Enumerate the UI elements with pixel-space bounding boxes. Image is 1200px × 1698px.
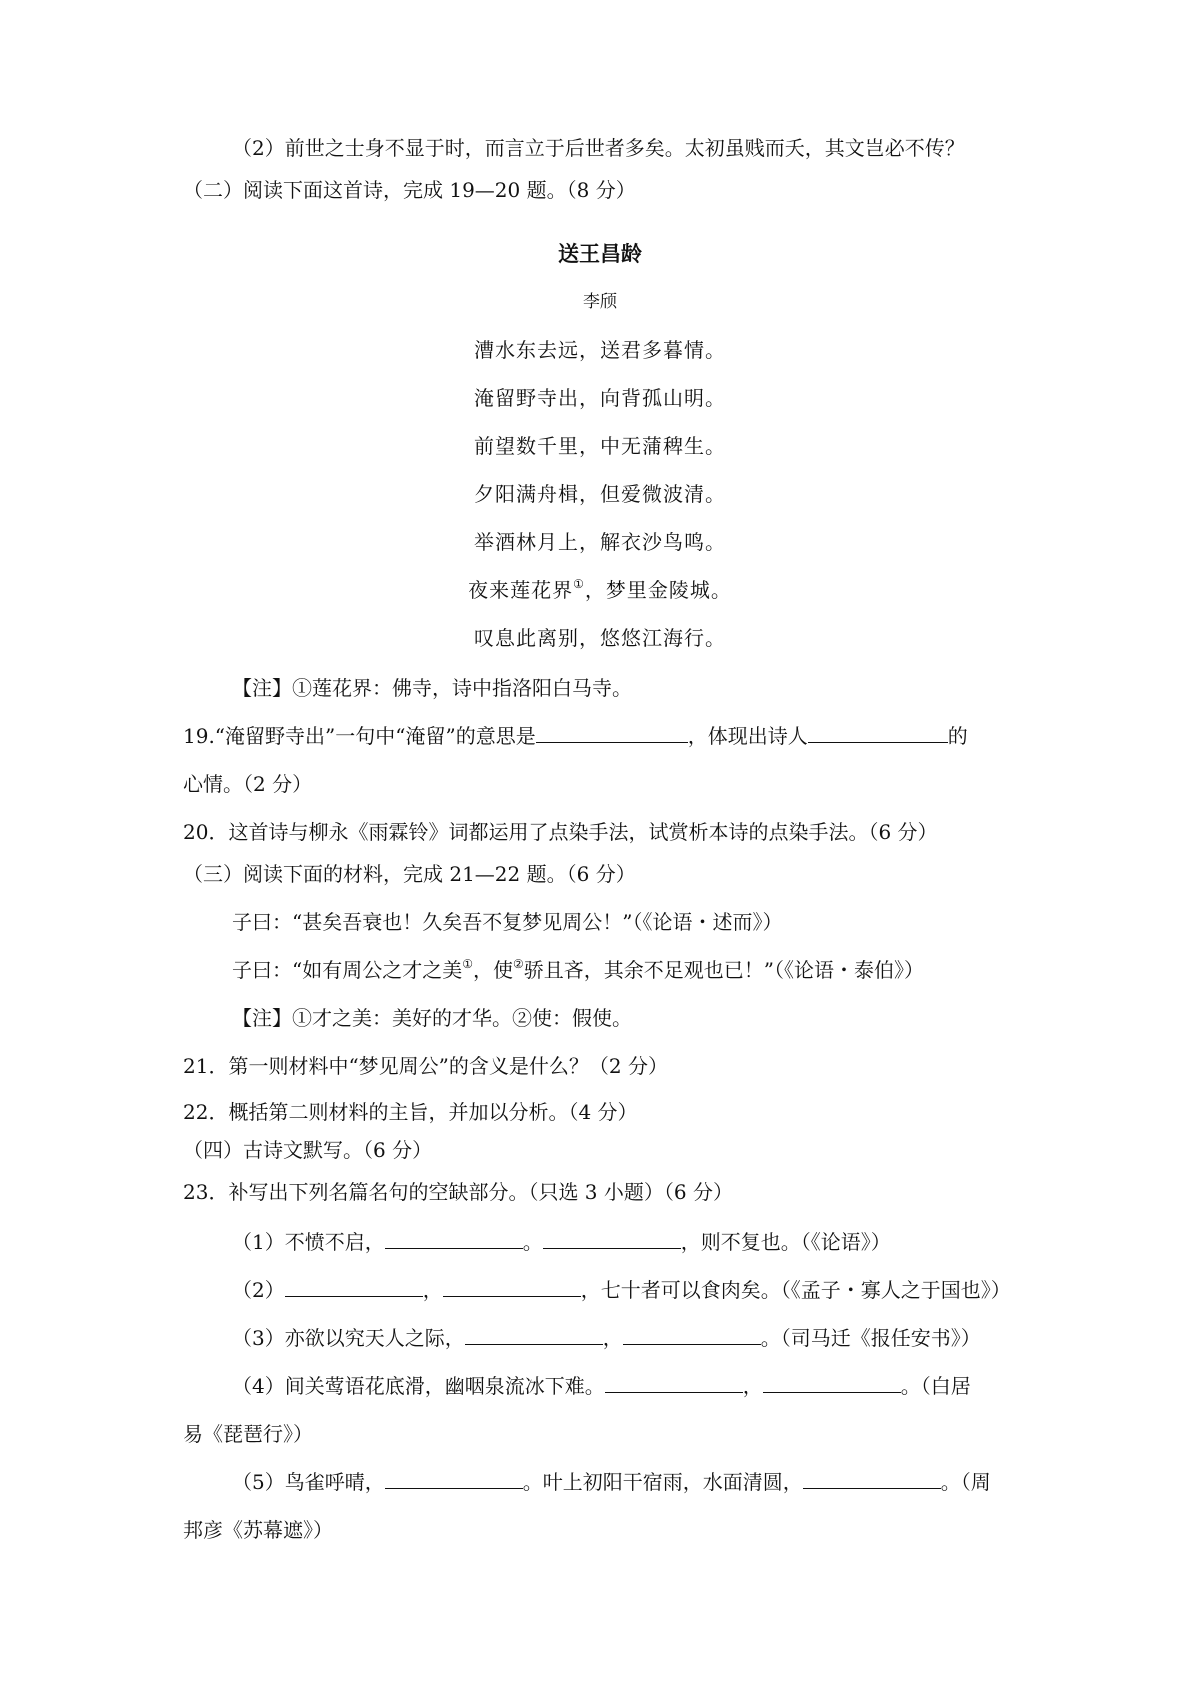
item-4-text-1: （4）间关莺语花底滑，幽咽泉流冰下难。 <box>232 1374 605 1398</box>
answer-blank[interactable] <box>543 1230 681 1249</box>
answer-blank[interactable] <box>285 1278 423 1297</box>
poem-title: 送王昌龄 <box>558 241 642 266</box>
item-5-text-1: （5）鸟雀呼晴， <box>232 1470 385 1494</box>
answer-blank[interactable] <box>808 724 948 743</box>
q18-2-text: （2）前世之士身不显于时，而言立于后世者多矣。太初虽贱而夭，其文岂必不传？ <box>232 136 965 160</box>
quote-note: 【注】①才之美：美好的才华。②使：假使。 <box>232 1006 632 1030</box>
quote-2 <box>232 958 924 982</box>
question-21: 21．第一则材料中“梦见周公”的含义是什么？（2 分） <box>183 1054 668 1078</box>
poem-line-1: 漕水东去远，送君多暮情。 <box>474 338 726 362</box>
poem-line-7: 叹息此离别，悠悠江海行。 <box>474 626 726 650</box>
fill-item-5-cont: 邦彦《苏幕遮》） <box>183 1518 333 1542</box>
question-23: 23．补写出下列名篇名句的空缺部分。（只选 3 小题）（6 分） <box>183 1180 733 1204</box>
item-4-text-3: 。（白居 <box>900 1374 971 1398</box>
item-1-text-2: 。 <box>522 1230 543 1254</box>
answer-blank[interactable] <box>605 1374 743 1393</box>
poem-line-6 <box>0 578 1200 602</box>
quote-2-part1: 子曰：“如有周公之才之美 <box>232 958 463 982</box>
q19-text-1: 19.“淹留野寺出”一句中“淹留”的意思是 <box>183 724 536 748</box>
item-2-text-3: ，七十者可以食肉矣。（《孟子・寡人之于国也》） <box>580 1278 1011 1302</box>
answer-blank[interactable] <box>465 1326 603 1345</box>
item-3-text-2: ， <box>602 1326 623 1350</box>
footnote-marker: ② <box>513 957 524 971</box>
quote-2-part3: 骄且吝，其余不足观也已！”（《论语・泰伯》） <box>523 958 924 982</box>
quote-1: 子曰：“甚矣吾衰也！久矣吾不复梦见周公！”（《论语・述而》） <box>232 910 783 934</box>
section4-header: （四）古诗文默写。（6 分） <box>183 1138 433 1162</box>
fill-item-5 <box>232 1470 991 1494</box>
item-3-text-3: 。（司马迁《报任安书》） <box>760 1326 981 1350</box>
fill-item-4-cont: 易《琵琶行》） <box>183 1422 313 1446</box>
poem-author: 李颀 <box>583 292 617 312</box>
answer-blank[interactable] <box>623 1326 761 1345</box>
question-19 <box>183 724 968 748</box>
question-22: 22．概括第二则材料的主旨，并加以分析。（4 分） <box>183 1100 638 1124</box>
item-2-text-1: （2） <box>232 1278 285 1302</box>
section3-header: （三）阅读下面的材料，完成 21—22 题。（6 分） <box>183 862 636 886</box>
section2-header: （二）阅读下面这首诗，完成 19—20 题。（8 分） <box>183 178 636 202</box>
item-5-text-2: 。叶上初阳干宿雨，水面清圆， <box>522 1470 803 1494</box>
fill-item-4 <box>232 1374 971 1398</box>
answer-blank[interactable] <box>443 1278 581 1297</box>
fill-item-3 <box>232 1326 981 1350</box>
footnote-marker: ① <box>573 577 585 591</box>
poem-line-4: 夕阳满舟楫，但爱微波清。 <box>474 482 726 506</box>
item-3-text-1: （3）亦欲以究天人之际， <box>232 1326 465 1350</box>
item-5-text-3: 。（周 <box>940 1470 991 1494</box>
poem-line-6-part1: 夜来莲花界 <box>468 578 574 602</box>
question-20: 20．这首诗与柳永《雨霖铃》词都运用了点染手法，试赏析本诗的点染手法。（6 分） <box>183 820 938 844</box>
question-19-cont: 心情。（2 分） <box>183 772 313 796</box>
answer-blank[interactable] <box>803 1470 941 1489</box>
poem-note: 【注】①莲花界：佛寺，诗中指洛阳白马寺。 <box>232 676 632 700</box>
footnote-marker: ① <box>462 957 473 971</box>
fill-item-1 <box>232 1230 891 1254</box>
poem-line-6-part2: ，梦里金陵城。 <box>584 578 732 602</box>
answer-blank[interactable] <box>385 1470 523 1489</box>
poem-line-5: 举酒林月上，解衣沙鸟鸣。 <box>474 530 726 554</box>
fill-item-2 <box>232 1278 1011 1302</box>
item-1-text-1: （1）不愤不启， <box>232 1230 385 1254</box>
poem-line-3: 前望数千里，中无蒲稗生。 <box>474 434 726 458</box>
item-1-text-3: ，则不复也。（《论语》） <box>680 1230 891 1254</box>
answer-blank[interactable] <box>536 724 688 743</box>
item-2-text-2: ， <box>422 1278 443 1302</box>
q19-text-2: ，体现出诗人 <box>687 724 808 748</box>
q19-text-3: 的 <box>947 724 968 748</box>
item-4-text-2: ， <box>742 1374 763 1398</box>
answer-blank[interactable] <box>763 1374 901 1393</box>
answer-blank[interactable] <box>385 1230 523 1249</box>
quote-2-part2: ，使 <box>473 958 513 982</box>
poem-line-2: 淹留野寺出，向背孤山明。 <box>474 386 726 410</box>
